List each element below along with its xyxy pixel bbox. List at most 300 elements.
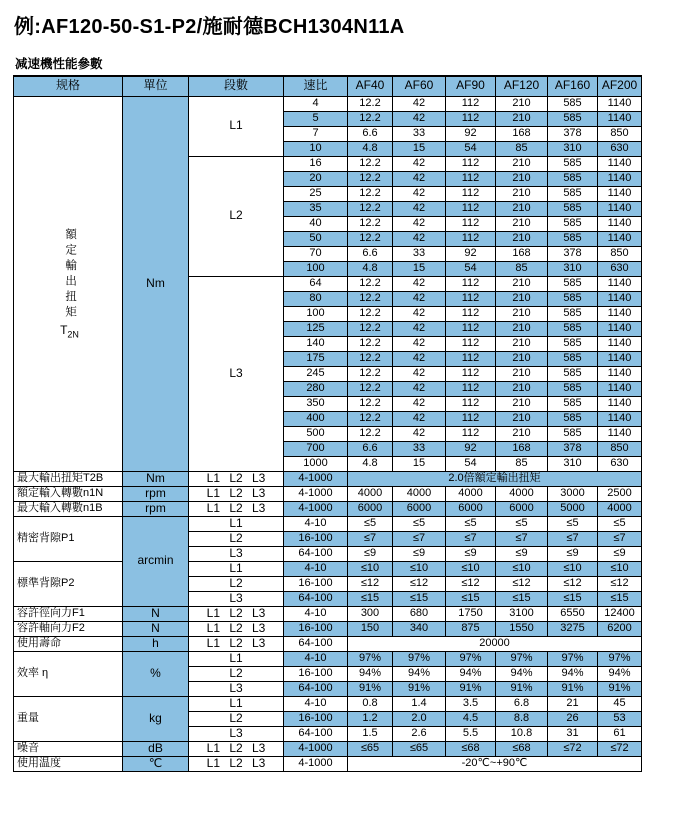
value-cell: 42 bbox=[393, 336, 446, 351]
col-header-AF200: AF200 bbox=[598, 76, 642, 96]
value-cell: 4000 bbox=[496, 486, 548, 501]
table-row bbox=[14, 651, 642, 666]
span-value-cell: -20℃~+90℃ bbox=[348, 756, 642, 771]
value-cell: 585 bbox=[548, 276, 598, 291]
value-cell: 112 bbox=[446, 111, 496, 126]
ratio-cell: 1000 bbox=[284, 456, 348, 471]
value-cell: 42 bbox=[393, 231, 446, 246]
spec-cell: 額定輸入轉數n1N bbox=[14, 486, 123, 501]
value-cell: ≤12 bbox=[446, 576, 496, 591]
value-cell: 210 bbox=[496, 351, 548, 366]
ratio-cell: 4-1000 bbox=[284, 486, 348, 501]
value-cell: 12.2 bbox=[348, 396, 393, 411]
value-cell: 8.8 bbox=[496, 711, 548, 726]
value-cell: 92 bbox=[446, 126, 496, 141]
value-cell: 6000 bbox=[446, 501, 496, 516]
col-header-AF40: AF40 bbox=[348, 76, 393, 96]
value-cell: 4000 bbox=[393, 486, 446, 501]
value-cell: 91% bbox=[548, 681, 598, 696]
ratio-cell: 4-1000 bbox=[284, 741, 348, 756]
value-cell: 210 bbox=[496, 156, 548, 171]
value-cell: 1.4 bbox=[393, 696, 446, 711]
value-cell: 6.8 bbox=[496, 696, 548, 711]
value-cell: 91% bbox=[496, 681, 548, 696]
ratio-cell: 10 bbox=[284, 141, 348, 156]
col-header-AF120: AF120 bbox=[496, 76, 548, 96]
value-cell: 1140 bbox=[598, 351, 642, 366]
value-cell: 3000 bbox=[548, 486, 598, 501]
value-cell: 4.8 bbox=[348, 456, 393, 471]
value-cell: 585 bbox=[548, 351, 598, 366]
stage-cell: L1 L2 L3 bbox=[189, 636, 284, 651]
value-cell: ≤10 bbox=[348, 561, 393, 576]
value-cell: 210 bbox=[496, 231, 548, 246]
value-cell: ≤72 bbox=[598, 741, 642, 756]
ratio-cell: 70 bbox=[284, 246, 348, 261]
value-cell: 42 bbox=[393, 381, 446, 396]
value-cell: 112 bbox=[446, 306, 496, 321]
value-cell: 310 bbox=[548, 261, 598, 276]
ratio-cell: 64-100 bbox=[284, 546, 348, 561]
value-cell: 112 bbox=[446, 216, 496, 231]
ratio-cell: 64-100 bbox=[284, 591, 348, 606]
value-cell: 585 bbox=[548, 186, 598, 201]
value-cell: 15 bbox=[393, 141, 446, 156]
value-cell: 210 bbox=[496, 201, 548, 216]
value-cell: ≤5 bbox=[548, 516, 598, 531]
col-header-2: 段數 bbox=[189, 76, 284, 96]
value-cell: ≤7 bbox=[393, 531, 446, 546]
table-row bbox=[14, 561, 642, 576]
col-header-0: 规格 bbox=[14, 76, 123, 96]
ratio-cell: 40 bbox=[284, 216, 348, 231]
span-value-cell: 2.0倍額定輸出扭矩 bbox=[348, 471, 642, 486]
value-cell: 2.0 bbox=[393, 711, 446, 726]
value-cell: 5000 bbox=[548, 501, 598, 516]
value-cell: 585 bbox=[548, 291, 598, 306]
value-cell: ≤15 bbox=[598, 591, 642, 606]
ratio-cell: 16-100 bbox=[284, 531, 348, 546]
value-cell: 585 bbox=[548, 156, 598, 171]
ratio-cell: 25 bbox=[284, 186, 348, 201]
ratio-cell: 245 bbox=[284, 366, 348, 381]
spec-cell: 重量 bbox=[14, 696, 123, 741]
stage-cell: L1 L2 L3 bbox=[189, 606, 284, 621]
value-cell: ≤9 bbox=[598, 546, 642, 561]
value-cell: ≤7 bbox=[496, 531, 548, 546]
value-cell: 4000 bbox=[598, 501, 642, 516]
value-cell: 585 bbox=[548, 111, 598, 126]
value-cell: 0.8 bbox=[348, 696, 393, 711]
value-cell: ≤9 bbox=[548, 546, 598, 561]
value-cell: 6.6 bbox=[348, 126, 393, 141]
ratio-cell: 64-100 bbox=[284, 636, 348, 651]
value-cell: 210 bbox=[496, 381, 548, 396]
value-cell: 12.2 bbox=[348, 156, 393, 171]
value-cell: ≤12 bbox=[348, 576, 393, 591]
ratio-cell: 125 bbox=[284, 321, 348, 336]
value-cell: 300 bbox=[348, 606, 393, 621]
value-cell: 1140 bbox=[598, 426, 642, 441]
value-cell: ≤5 bbox=[393, 516, 446, 531]
page-title: 例:AF120-50-S1-P2/施耐德BCH1304N11A bbox=[14, 16, 405, 38]
value-cell: 630 bbox=[598, 141, 642, 156]
value-cell: 112 bbox=[446, 366, 496, 381]
spec-cell: 效率 η bbox=[14, 651, 123, 696]
ratio-cell: 700 bbox=[284, 441, 348, 456]
value-cell: 33 bbox=[393, 126, 446, 141]
value-cell: ≤9 bbox=[496, 546, 548, 561]
ratio-cell: 140 bbox=[284, 336, 348, 351]
table-subtitle: 减速機性能參數 bbox=[15, 57, 103, 71]
value-cell: ≤65 bbox=[348, 741, 393, 756]
spec-cell: 容許徑向力F1 bbox=[14, 606, 123, 621]
value-cell: 42 bbox=[393, 291, 446, 306]
stage-cell: L3 bbox=[189, 276, 284, 471]
col-header-1: 單位 bbox=[123, 76, 189, 96]
value-cell: 210 bbox=[496, 426, 548, 441]
value-cell: 210 bbox=[496, 276, 548, 291]
ratio-cell: 350 bbox=[284, 396, 348, 411]
value-cell: 6.6 bbox=[348, 441, 393, 456]
table-row bbox=[14, 696, 642, 711]
value-cell: 12.2 bbox=[348, 381, 393, 396]
value-cell: 1140 bbox=[598, 276, 642, 291]
rated-output-torque-label bbox=[17, 228, 122, 340]
unit-cell: % bbox=[123, 651, 189, 696]
value-cell: 6200 bbox=[598, 621, 642, 636]
value-cell: 97% bbox=[496, 651, 548, 666]
table-header bbox=[14, 76, 642, 96]
stage-cell: L2 bbox=[189, 156, 284, 276]
value-cell: 585 bbox=[548, 396, 598, 411]
value-cell: 94% bbox=[348, 666, 393, 681]
col-header-AF90: AF90 bbox=[446, 76, 496, 96]
value-cell: 585 bbox=[548, 201, 598, 216]
value-cell: 53 bbox=[598, 711, 642, 726]
value-cell: 1140 bbox=[598, 201, 642, 216]
ratio-cell: 50 bbox=[284, 231, 348, 246]
reducer-spec-table bbox=[13, 75, 642, 772]
table-row bbox=[14, 606, 642, 621]
value-cell: 2500 bbox=[598, 486, 642, 501]
value-cell: 33 bbox=[393, 246, 446, 261]
stage-cell: L2 bbox=[189, 531, 284, 546]
value-cell: 378 bbox=[548, 126, 598, 141]
value-cell: ≤5 bbox=[446, 516, 496, 531]
stage-cell: L1 L2 L3 bbox=[189, 471, 284, 486]
value-cell: 378 bbox=[548, 441, 598, 456]
value-cell: ≤12 bbox=[548, 576, 598, 591]
value-cell: ≤10 bbox=[548, 561, 598, 576]
stage-cell: L1 L2 L3 bbox=[189, 501, 284, 516]
unit-cell: rpm bbox=[123, 501, 189, 516]
value-cell: 5.5 bbox=[446, 726, 496, 741]
value-cell: 680 bbox=[393, 606, 446, 621]
value-cell: 42 bbox=[393, 366, 446, 381]
value-cell: 112 bbox=[446, 381, 496, 396]
value-cell: 91% bbox=[348, 681, 393, 696]
value-cell: ≤5 bbox=[496, 516, 548, 531]
value-cell: ≤12 bbox=[598, 576, 642, 591]
value-cell: 168 bbox=[496, 441, 548, 456]
unit-cell: Nm bbox=[123, 471, 189, 486]
table-row bbox=[14, 636, 642, 651]
ratio-cell: 4-1000 bbox=[284, 471, 348, 486]
unit-cell: ℃ bbox=[123, 756, 189, 771]
value-cell: ≤10 bbox=[393, 561, 446, 576]
value-cell: 3100 bbox=[496, 606, 548, 621]
value-cell: 4000 bbox=[348, 486, 393, 501]
spec-cell: 容許軸向力F2 bbox=[14, 621, 123, 636]
value-cell: 1140 bbox=[598, 411, 642, 426]
value-cell: 112 bbox=[446, 351, 496, 366]
value-cell: 210 bbox=[496, 291, 548, 306]
value-cell: 1140 bbox=[598, 156, 642, 171]
value-cell: ≤68 bbox=[446, 741, 496, 756]
value-cell: 3.5 bbox=[446, 696, 496, 711]
value-cell: 33 bbox=[393, 441, 446, 456]
value-cell: 1140 bbox=[598, 396, 642, 411]
stage-cell: L3 bbox=[189, 591, 284, 606]
value-cell: 1140 bbox=[598, 381, 642, 396]
value-cell: ≤15 bbox=[446, 591, 496, 606]
value-cell: 61 bbox=[598, 726, 642, 741]
value-cell: 210 bbox=[496, 96, 548, 111]
value-cell: 42 bbox=[393, 216, 446, 231]
value-cell: 210 bbox=[496, 186, 548, 201]
ratio-cell: 4-10 bbox=[284, 696, 348, 711]
value-cell: 85 bbox=[496, 141, 548, 156]
table-row bbox=[14, 471, 642, 486]
value-cell: 1140 bbox=[598, 186, 642, 201]
value-cell: 1140 bbox=[598, 336, 642, 351]
stage-cell: L1 bbox=[189, 96, 284, 156]
value-cell: 15 bbox=[393, 456, 446, 471]
stage-cell: L1 L2 L3 bbox=[189, 756, 284, 771]
value-cell: 42 bbox=[393, 411, 446, 426]
value-cell: 210 bbox=[496, 336, 548, 351]
ratio-cell: 35 bbox=[284, 201, 348, 216]
value-cell: ≤12 bbox=[393, 576, 446, 591]
value-cell: 85 bbox=[496, 456, 548, 471]
value-cell: 91% bbox=[393, 681, 446, 696]
unit-cell: dB bbox=[123, 741, 189, 756]
value-cell: 54 bbox=[446, 261, 496, 276]
value-cell: 42 bbox=[393, 426, 446, 441]
ratio-cell: 400 bbox=[284, 411, 348, 426]
value-cell: 210 bbox=[496, 411, 548, 426]
ratio-cell: 500 bbox=[284, 426, 348, 441]
header-row bbox=[14, 76, 642, 96]
value-cell: 112 bbox=[446, 411, 496, 426]
ratio-cell: 16-100 bbox=[284, 621, 348, 636]
value-cell: 112 bbox=[446, 186, 496, 201]
value-cell: 112 bbox=[446, 156, 496, 171]
value-cell: 42 bbox=[393, 111, 446, 126]
ratio-cell: 64-100 bbox=[284, 681, 348, 696]
table-row bbox=[14, 621, 642, 636]
span-value-cell: 20000 bbox=[348, 636, 642, 651]
value-cell: 210 bbox=[496, 111, 548, 126]
unit-cell: Nm bbox=[123, 96, 189, 471]
value-cell: 1140 bbox=[598, 216, 642, 231]
ratio-cell: 16-100 bbox=[284, 576, 348, 591]
unit-cell: h bbox=[123, 636, 189, 651]
value-cell: 4.5 bbox=[446, 711, 496, 726]
value-cell: 585 bbox=[548, 426, 598, 441]
value-cell: 4.8 bbox=[348, 261, 393, 276]
value-cell: 85 bbox=[496, 261, 548, 276]
value-cell: 42 bbox=[393, 276, 446, 291]
table-row bbox=[14, 501, 642, 516]
table-row bbox=[14, 741, 642, 756]
value-cell: 3275 bbox=[548, 621, 598, 636]
value-cell: 21 bbox=[548, 696, 598, 711]
stage-cell: L3 bbox=[189, 681, 284, 696]
value-cell: 12.2 bbox=[348, 186, 393, 201]
value-cell: 1140 bbox=[598, 321, 642, 336]
value-cell: 12.2 bbox=[348, 426, 393, 441]
ratio-cell: 100 bbox=[284, 261, 348, 276]
value-cell: ≤15 bbox=[548, 591, 598, 606]
value-cell: 54 bbox=[446, 141, 496, 156]
value-cell: 585 bbox=[548, 321, 598, 336]
value-cell: 12.2 bbox=[348, 351, 393, 366]
value-cell: 42 bbox=[393, 396, 446, 411]
spec-cell: 使用温度 bbox=[14, 756, 123, 771]
value-cell: 1.2 bbox=[348, 711, 393, 726]
ratio-cell: 5 bbox=[284, 111, 348, 126]
value-cell: ≤7 bbox=[446, 531, 496, 546]
stage-cell: L2 bbox=[189, 666, 284, 681]
value-cell: ≤10 bbox=[446, 561, 496, 576]
unit-cell: kg bbox=[123, 696, 189, 741]
value-cell: 97% bbox=[548, 651, 598, 666]
value-cell: 94% bbox=[446, 666, 496, 681]
spec-cell: 使用壽命 bbox=[14, 636, 123, 651]
value-cell: 12400 bbox=[598, 606, 642, 621]
value-cell: 585 bbox=[548, 171, 598, 186]
value-cell: 42 bbox=[393, 96, 446, 111]
spec-cell-rated-output-torque bbox=[14, 96, 123, 471]
value-cell: 94% bbox=[393, 666, 446, 681]
value-cell: 630 bbox=[598, 261, 642, 276]
ratio-cell: 80 bbox=[284, 291, 348, 306]
value-cell: 850 bbox=[598, 126, 642, 141]
ratio-cell: 175 bbox=[284, 351, 348, 366]
value-cell: ≤15 bbox=[393, 591, 446, 606]
value-cell: ≤5 bbox=[348, 516, 393, 531]
value-cell: 1140 bbox=[598, 111, 642, 126]
value-cell: 91% bbox=[598, 681, 642, 696]
spec-cell: 精密背隙P1 bbox=[14, 516, 123, 561]
value-cell: 42 bbox=[393, 156, 446, 171]
value-cell: 6550 bbox=[548, 606, 598, 621]
value-cell: 585 bbox=[548, 216, 598, 231]
ratio-cell: 7 bbox=[284, 126, 348, 141]
value-cell: 1140 bbox=[598, 306, 642, 321]
value-cell: 42 bbox=[393, 201, 446, 216]
value-cell: 4000 bbox=[446, 486, 496, 501]
value-cell: 42 bbox=[393, 171, 446, 186]
value-cell: 97% bbox=[446, 651, 496, 666]
value-cell: 12.2 bbox=[348, 171, 393, 186]
value-cell: 42 bbox=[393, 351, 446, 366]
value-cell: 112 bbox=[446, 96, 496, 111]
value-cell: 1550 bbox=[496, 621, 548, 636]
value-cell: 94% bbox=[496, 666, 548, 681]
value-cell: 97% bbox=[393, 651, 446, 666]
value-cell: 585 bbox=[548, 336, 598, 351]
spec-vertical-text: 額定輸出扭矩 bbox=[64, 227, 77, 321]
ratio-cell: 16 bbox=[284, 156, 348, 171]
value-cell: 54 bbox=[446, 456, 496, 471]
value-cell: ≤7 bbox=[548, 531, 598, 546]
value-cell: 112 bbox=[446, 336, 496, 351]
stage-cell: L2 bbox=[189, 576, 284, 591]
value-cell: 112 bbox=[446, 231, 496, 246]
value-cell: 1140 bbox=[598, 231, 642, 246]
value-cell: ≤5 bbox=[598, 516, 642, 531]
value-cell: 585 bbox=[548, 411, 598, 426]
value-cell: 1750 bbox=[446, 606, 496, 621]
value-cell: 210 bbox=[496, 216, 548, 231]
value-cell: 112 bbox=[446, 276, 496, 291]
value-cell: 1140 bbox=[598, 96, 642, 111]
value-cell: 10.8 bbox=[496, 726, 548, 741]
value-cell: 94% bbox=[598, 666, 642, 681]
value-cell: 210 bbox=[496, 321, 548, 336]
value-cell: 12.2 bbox=[348, 276, 393, 291]
table-row bbox=[14, 756, 642, 771]
value-cell: 42 bbox=[393, 321, 446, 336]
ratio-cell: 4-1000 bbox=[284, 501, 348, 516]
value-cell: 12.2 bbox=[348, 306, 393, 321]
value-cell: ≤15 bbox=[496, 591, 548, 606]
value-cell: ≤65 bbox=[393, 741, 446, 756]
value-cell: 12.2 bbox=[348, 411, 393, 426]
spec-cell: 噪音 bbox=[14, 741, 123, 756]
ratio-cell: 4-10 bbox=[284, 606, 348, 621]
stage-cell: L1 bbox=[189, 516, 284, 531]
value-cell: 94% bbox=[548, 666, 598, 681]
value-cell: 585 bbox=[548, 306, 598, 321]
value-cell: 6.6 bbox=[348, 246, 393, 261]
value-cell: 310 bbox=[548, 456, 598, 471]
ratio-cell: 100 bbox=[284, 306, 348, 321]
spec-cell: 最大輸入轉數n1B bbox=[14, 501, 123, 516]
value-cell: 630 bbox=[598, 456, 642, 471]
value-cell: 210 bbox=[496, 306, 548, 321]
value-cell: 6000 bbox=[393, 501, 446, 516]
value-cell: ≤9 bbox=[446, 546, 496, 561]
value-cell: ≤12 bbox=[496, 576, 548, 591]
value-cell: ≤9 bbox=[348, 546, 393, 561]
value-cell: 585 bbox=[548, 381, 598, 396]
value-cell: 585 bbox=[548, 231, 598, 246]
value-cell: 6000 bbox=[348, 501, 393, 516]
value-cell: ≤10 bbox=[496, 561, 548, 576]
stage-cell: L1 L2 L3 bbox=[189, 621, 284, 636]
value-cell: 12.2 bbox=[348, 366, 393, 381]
unit-cell: N bbox=[123, 606, 189, 621]
value-cell: 112 bbox=[446, 426, 496, 441]
value-cell: 6000 bbox=[496, 501, 548, 516]
table-row bbox=[14, 486, 642, 501]
ratio-cell: 20 bbox=[284, 171, 348, 186]
value-cell: 12.2 bbox=[348, 201, 393, 216]
